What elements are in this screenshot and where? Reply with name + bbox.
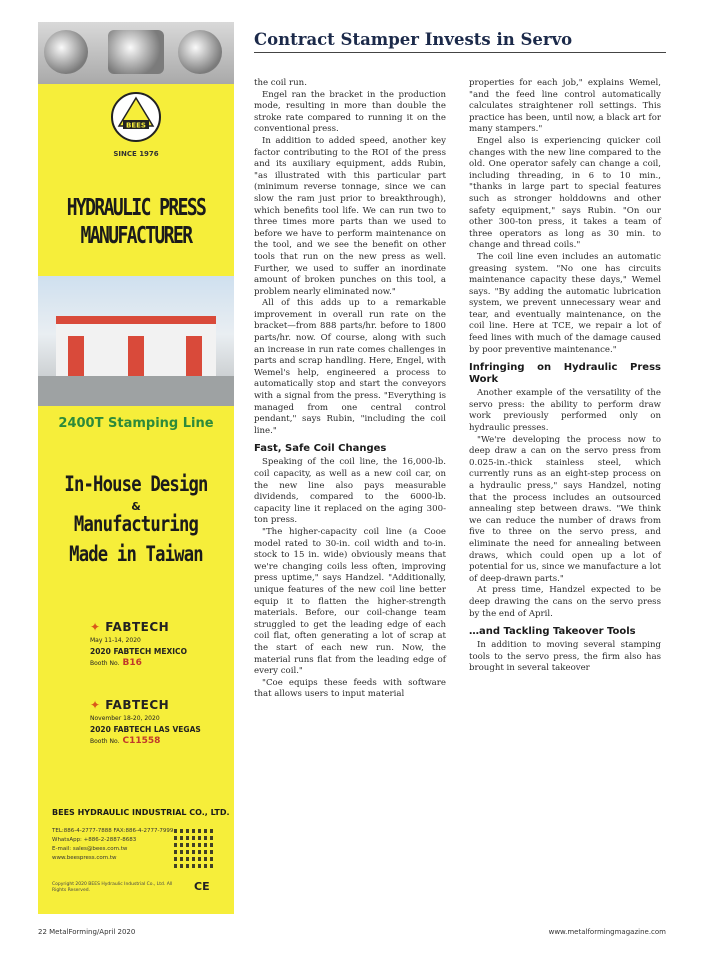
footer-page-info: 22 MetalForming/April 2020 [38,928,136,936]
paragraph: "The higher-capacity coil line (a Cooe model rated to 30-in. coil width and to-in. stock to 15 in. wide) obviously means that we're changing coils less often, improving press uptime," says Handzel. "Additionally, unique features of the new coil line better equip it to flatten the higher-strength materials. Before, our coil-change team struggled to get the leading edge of each coil flat, often generating a lot of scrap at the start of each new run. Now, the material runs flat from the leading edge of every coil." [254,526,446,677]
paragraph: At press time, Handzel expected to be deep drawing the cans on the servo press by the end of April. [469,585,661,619]
factory-photo [38,276,234,406]
article-headline: Contract Stamper Invests in Servo [254,30,573,49]
subhead-fast-safe: Fast, Safe Coil Changes [254,443,387,455]
ad-headline-1: HYDRAULIC PRESS [66,195,206,221]
fabtech-logo-icon: ✦ [90,698,106,712]
advertisement [38,22,234,914]
qr-code-overlay [174,828,214,868]
contact-phone: TEL:886-4-2777-7888 FAX:886-4-2777-7999 [52,828,174,834]
contact-whatsapp: WhatsApp: +886-2-2887-8683 [52,837,137,843]
subhead-tackling: …and Tackling Takeover Tools [469,626,636,638]
paragraph: Engel also is experiencing quicker coil changes with the new line compared to the old. One operator safely can change a coil, including threading, in 6 to 10 min., "thanks in large part to special features such as stronger holddowns and other safety equipment," says Rubin. "On our other 300-ton press, it takes a team of three operators as long as 30 min. to change and thread coils." [469,135,661,251]
article-column-2 [469,78,661,675]
fabtech-mexico: ✦ FABTECH May 11-14, 2020 2020 FABTECH MEXICO Booth No. B16 [90,620,187,668]
headline-rule [254,52,666,53]
paragraph: All of this adds up to a remarkable improvement in overall run rate on the bracket—from 888 parts/hr. before to 1800 parts/hr. now. Of course, along with such an increase in run rate comes challenges in parts and scrap handling. Here, Engel, with Wemel's help, engineered a process to automatically stop and start the conveyors with a signal from the press. "Everything is managed from one central control pendant," says Rubin, "including the coil line." [254,298,446,436]
design-amp: & [131,500,141,513]
fabtech-logo-icon: ✦ [90,620,106,634]
paragraph: the coil run. [254,78,307,88]
ad-headline-2: MANUFACTURER [80,223,192,249]
contact-email: E-mail: sales@bees.com.tw [52,846,128,852]
paragraph: In addition to added speed, another key factor contributing to the ROI of the press and its auxiliary equipment, adds Rubin, "as illustrated with this particular part (minimum reverse tonnage, since we can slow the ram just prior to breakthrough), which benefits tool life. We can run two to three times more parts than we used to before we have to perform maintenance on the tool, and we see the benefit on other tools that run on the new press as well. Further, we used to suffer an inordinate amount of broken punches on this tool, a problem nearly eliminated now." [254,135,446,297]
paragraph: Another example of the versatility of the servo press: the ability to perform draw work previously performed only on hydraulic presses. [469,388,661,434]
design-line-1: In-House Design [64,472,208,496]
paragraph: "We're developing the process now to deep draw a can on the servo press from 0.025-in.-thick stainless steel, which currently runs as an eight-step process on a hydraulic press," says Handzel, noting that the process includes an outsourced annealing step between draws. "We think we can reduce the number of draws from five to three on the servo press, and eliminate the need for annealing between draws, which could open up a lot of potential for us, since we manufacture a lot of deep-drawn parts." [469,434,661,584]
since-label: SINCE 1976 [113,150,159,158]
design-line-3: Made in Taiwan [69,542,203,566]
paragraph: Engel ran the bracket in the production mode, resulting in more than double the stroke rate compared to running it on the conventional press. [254,89,446,135]
ad-machine-photo [38,22,234,84]
ad-copyright: Copyright 2020 BEES Hydraulic Industrial Co., Ltd. All Rights Reserved. [52,882,173,893]
paragraph: In addition to moving several stamping tools to the servo press, the firm also has brought in several takeover [469,640,661,674]
fabtech-las-vegas: ✦ FABTECH November 18-20, 2020 2020 FABTECH LAS VEGAS Booth No. C11558 [90,698,201,746]
bees-logo-icon [111,92,161,142]
logo-text: BEES [126,121,146,130]
paragraph: Speaking of the coil line, the 16,000-lb. coil capacity, as well as a new coil car, on the new line also pays measurable dividends, compared to the 6000-lb. capacity line it replaced on the aging 300-ton press. [254,457,446,526]
company-name: BEES HYDRAULIC INDUSTRIAL CO., LTD. [52,808,230,817]
design-line-2: Manufacturing [73,512,199,536]
stamping-line-caption: 2400T Stamping Line [58,416,214,431]
paragraph: The coil line even includes an automatic greasing system. "No one has circuits maintenance capacity these days," Wemel says. "By adding the automatic lubrication system, we prevent unnecessary wear and tear, and eventually maintenance, on the coil line. Here at TCE, we repair a lot of feed lines with much of the damage caused by poor preventive maintenance." [469,251,661,355]
paragraph: "Coe equips these feeds with software that allows users to input material [254,677,446,700]
paragraph: properties for each job," explains Wemel, "and the feed line control automatically calculates straightener roll settings. This practice has been, until now, a black art for many stampers." [469,78,661,135]
contact-website: www.beespress.com.tw [52,855,117,861]
subhead-infringing: Infringing on Hydraulic Press Work [469,362,661,386]
article-column-1 [254,78,446,701]
footer-website: www.metalformingmagazine.com [548,928,666,936]
ce-mark: CE [194,880,210,893]
